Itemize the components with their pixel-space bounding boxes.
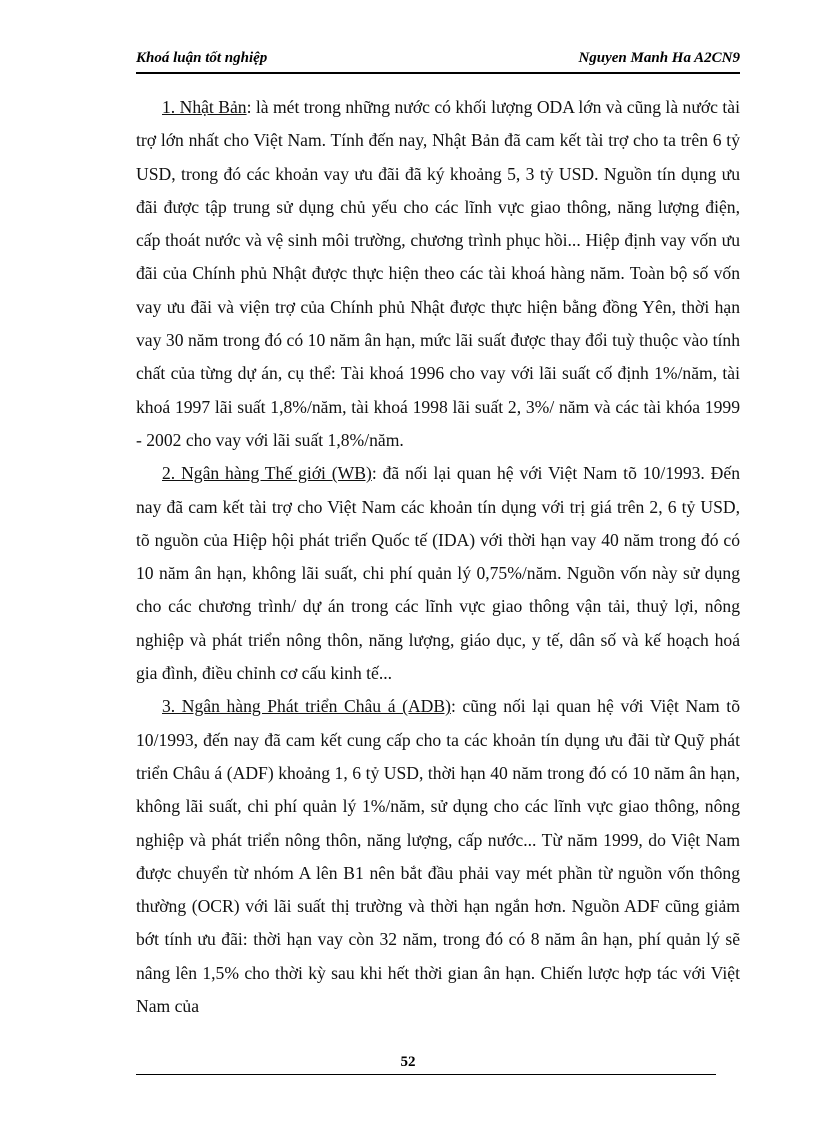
paragraph-heading: 2. Ngân hàng Thế giới (WB) <box>162 463 372 484</box>
paragraph-text: : đã nối lại quan hệ với Việt Nam tõ 10/1993. Đến nay đã cam kết tài trợ cho Việt Nam các khoản tín dụng với trị giá trên 2, 6 tỷ USD, tõ nguồn của Hiệp hội phát triển Quốc tế (IDA) với thời hạn vay 40 năm trong đó có 10 năm ân hạn, không lãi suất, chi phí quản lý 0,75%/năm. Nguồn vốn này sử dụng cho các chương trình/ dự án trong các lĩnh vực giao thông vận tải, thuỷ lợi, nông nghiệp và phát triển nông thôn, năng lượng, giáo dục, y tế, dân số và kế hoạch hoá gia đình, điều chỉnh cơ cấu kinh tế... <box>136 463 740 684</box>
paragraph-japan <box>136 91 740 457</box>
document-body <box>136 91 740 1023</box>
header-author: Nguyen Manh Ha A2CN9 <box>578 50 740 66</box>
footer-rule <box>136 1074 716 1075</box>
paragraph-heading: 3. Ngân hàng Phát triển Châu á (ADB) <box>162 696 451 717</box>
paragraph-text: : cũng nối lại quan hệ với Việt Nam tõ 10/1993, đến nay đã cam kết cung cấp cho ta các khoản tín dụng ưu đãi từ Quỹ phát triển Châu á (ADF) khoảng 1, 6 tỷ USD, thời hạn 40 năm trong đó có 10 năm ân hạn, không lãi suất, chi phí quản lý 1%/năm, sử dụng cho các lĩnh vực giao thông, nông nghiệp và phát triển nông thôn, năng lượng, cấp nước... Từ năm 1999, do Việt Nam được chuyển từ nhóm A lên B1 nên bắt đầu phải vay mét phần từ nguồn vốn thông thường (OCR) với lãi suất thị trường và thời hạn ngắn hơn. Nguồn ADF cũng giảm bớt tính ưu đãi: thời hạn vay còn 32 năm, trong đó có 8 năm ân hạn, phí quản lý sẽ nâng lên 1,5% cho thời kỳ sau khi hết thời gian ân hạn. Chiến lược hợp tác với Việt Nam của <box>136 696 740 1017</box>
paragraph-world-bank <box>136 457 740 690</box>
paragraph-text: : là mét trong những nước có khối lượng ODA lớn và cũng là nước tài trợ lớn nhất cho Việt Nam. Tính đến nay, Nhật Bản đã cam kết tài trợ cho ta trên 6 tỷ USD, trong đó các khoản vay ưu đãi đã ký khoảng 5, 3 tỷ USD. Nguồn tín dụng ưu đãi được tập trung sử dụng chủ yếu cho các lĩnh vực giao thông, năng lượng điện, cấp thoát nước và vệ sinh môi trường, chương trình phục hồi... Hiệp định vay vốn ưu đãi của Chính phủ Nhật được thực hiện theo các tài khoá hàng năm. Toàn bộ số vốn vay ưu đãi và viện trợ của Chính phủ Nhật được thực hiện bằng đồng Yên, thời hạn vay 30 năm trong đó có 10 năm ân hạn, mức lãi suất được thay đổi tuỳ thuộc vào tính chất của từng dự án, cụ thể: Tài khoá 1996 cho vay với lãi suất cố định 1%/năm, tài khoá 1997 lãi suất 1,8%/năm, tài khoá 1998 lãi suất 2, 3%/ năm và các tài khóa 1999 - 2002 cho vay với lãi suất 1,8%/năm. <box>136 97 740 450</box>
page-header <box>136 50 740 74</box>
paragraph-heading: 1. Nhật Bản <box>162 97 247 117</box>
header-title: Khoá luận tốt nghiệp <box>136 50 268 66</box>
page-number: 52 <box>400 1054 416 1070</box>
paragraph-adb <box>136 690 740 1023</box>
